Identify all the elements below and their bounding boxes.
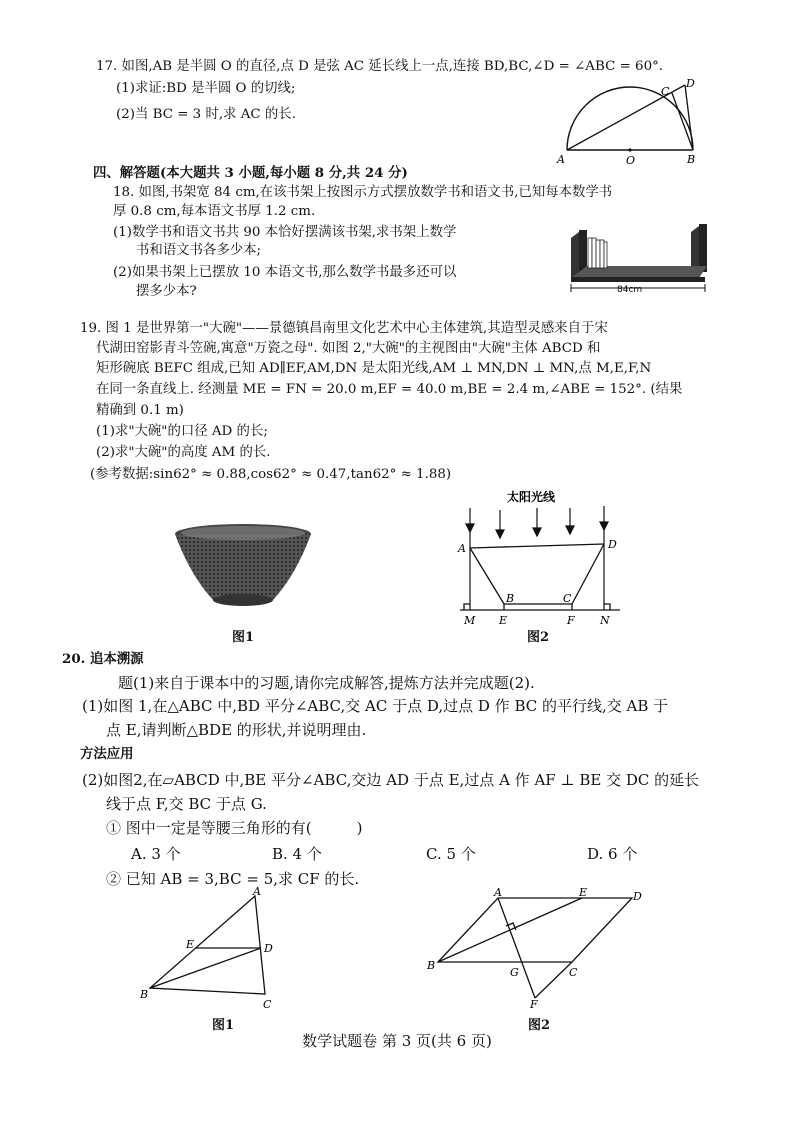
q19-label-E: E xyxy=(499,614,508,627)
q20-sub2: ② 已知 AB = 3,BC = 5,求 CF 的长. xyxy=(106,870,360,888)
q20-title: 20. 追本溯源 xyxy=(62,651,144,667)
q17-part1: (1)求证:BD 是半圆 O 的切线; xyxy=(116,81,296,96)
q18-part2a: (2)如果书架上已摆放 10 本语文书,那么数学书最多还可以 xyxy=(113,265,457,280)
q17-label-A: A xyxy=(557,153,565,166)
q20-fig1-label-D: D xyxy=(264,942,273,955)
q17-label-B: B xyxy=(687,153,696,166)
q20-triangle-figure xyxy=(140,885,280,1014)
q18-bookshelf-figure xyxy=(565,222,715,297)
q17-label-O: O xyxy=(626,154,636,167)
q20-fig2-label-C: C xyxy=(569,966,578,979)
q19-label-B: B xyxy=(506,592,515,605)
q20-part2b: 线于点 F,交 BC 于点 G. xyxy=(106,795,267,813)
q20-fig2-label-A: A xyxy=(494,886,502,899)
q19-line5: 精确到 0.1 m) xyxy=(96,403,184,418)
q19-label-C: C xyxy=(563,592,572,605)
q17-label-D: D xyxy=(686,77,695,90)
q20-fig2-label-D: D xyxy=(633,890,642,903)
q17-stem: 17. 如图,AB 是半圆 O 的直径,点 D 是弦 AC 延长线上一点,连接 BD,BC,∠D = ∠ABC = 60°. xyxy=(96,59,664,74)
q19-label-F: F xyxy=(567,614,575,627)
q19-line3: 矩形碗底 BEFC 组成,已知 AD∥EF,AM,DN 是太阳光线,AM ⊥ MN,DN ⊥ MN,点 M,E,F,N xyxy=(96,361,652,376)
q17-label-C: C xyxy=(661,85,670,98)
q20-fig2-label-B: B xyxy=(427,959,436,972)
q19-line4: 在同一条直线上. 经测量 ME = FN = 20.0 m,EF = 40.0 m,BE = 2.4 m,∠ABE = 152°. (结果 xyxy=(96,382,683,397)
q18-shelf-width-label: 84cm xyxy=(617,285,643,295)
q20-option-d: D. 6 个 xyxy=(587,845,638,863)
q20-part1a: (1)如图 1,在△ABC 中,BD 平分∠ABC,交 AC 于点 D,过点 D 作 BC 的平行线,交 AB 于 xyxy=(82,697,669,715)
q20-fig1-label-A: A xyxy=(253,885,261,898)
q19-part2: (2)求"大碗"的高度 AM 的长. xyxy=(96,445,271,460)
q19-label-N: N xyxy=(600,614,610,627)
q20-fig1-label-E: E xyxy=(186,938,195,951)
q19-line2: 代湖田窑影青斗笠碗,寓意"万瓷之母". 如图 2,"大碗"的主视图由"大碗"主体 ABCD 和 xyxy=(96,341,601,356)
q20-fig1-label-C: C xyxy=(263,998,272,1011)
q19-line1: 19. 图 1 是世界第一"大碗"——景德镇昌南里文化艺术中心主体建筑,其造型灵感来自于宋 xyxy=(80,321,608,336)
q20-fig1-caption: 图1 xyxy=(212,1018,235,1033)
q19-fig2-caption: 图2 xyxy=(527,630,550,645)
q19-part1: (1)求"大碗"的口径 AD 的长; xyxy=(96,424,268,439)
q20-fig2-caption: 图2 xyxy=(528,1018,551,1033)
q19-reference-data: (参考数据:sin62° ≈ 0.88,cos62° ≈ 0.47,tan62° ≈ 1.88) xyxy=(90,467,452,482)
q20-parallelogram-figure xyxy=(422,886,652,1010)
q20-option-a: A. 3 个 xyxy=(131,845,181,863)
q19-sun-rays-label: 太阳光线 xyxy=(507,490,556,504)
q20-part2a: (2)如图2,在▱ABCD 中,BE 平分∠ABC,交边 AD 于点 E,过点 A 作 AF ⊥ BE 交 DC 的延长 xyxy=(82,771,700,789)
q19-fig1-caption: 图1 xyxy=(232,630,255,645)
q20-fig2-label-E: E xyxy=(579,886,588,899)
q19-bowl-photo xyxy=(168,520,318,615)
q18-part1a: (1)数学书和语文书共 90 本恰好摆满该书架,求书架上数学 xyxy=(113,225,457,240)
q20-method-heading: 方法应用 xyxy=(80,746,134,762)
q20-intro: 题(1)来自于课本中的习题,请你完成解答,提炼方法并完成题(2). xyxy=(118,674,535,692)
q18-part2b: 摆多少本? xyxy=(136,284,197,299)
q20-fig2-label-G: G xyxy=(510,966,519,979)
q17-semicircle-figure xyxy=(555,75,705,165)
q20-option-b: B. 4 个 xyxy=(272,845,322,863)
q19-label-M: M xyxy=(464,614,476,627)
q20-fig1-label-B: B xyxy=(140,988,149,1001)
q18-line2: 厚 0.8 cm,每本语文书厚 1.2 cm. xyxy=(113,204,316,219)
q20-sub1: ① 图中一定是等腰三角形的有( ) xyxy=(106,819,363,837)
page-footer: 数学试题卷 第 3 页(共 6 页) xyxy=(302,1032,492,1050)
q20-fig2-label-F: F xyxy=(530,998,538,1011)
q17-part2: (2)当 BC = 3 时,求 AC 的长. xyxy=(116,107,296,122)
section-4-heading: 四、解答题(本大题共 3 小题,每小题 8 分,共 24 分) xyxy=(93,165,408,181)
q19-label-A: A xyxy=(458,542,466,555)
q19-label-D: D xyxy=(608,538,617,551)
q18-part1b: 书和语文书各多少本; xyxy=(136,243,262,258)
q20-part1b: 点 E,请判断△BDE 的形状,并说明理由. xyxy=(106,721,367,739)
q20-option-c: C. 5 个 xyxy=(426,845,476,863)
q19-bowl-diagram xyxy=(452,488,632,638)
q18-line1: 18. 如图,书架宽 84 cm,在该书架上按图示方式摆放数学书和语文书,已知每本数学书 xyxy=(113,185,613,200)
